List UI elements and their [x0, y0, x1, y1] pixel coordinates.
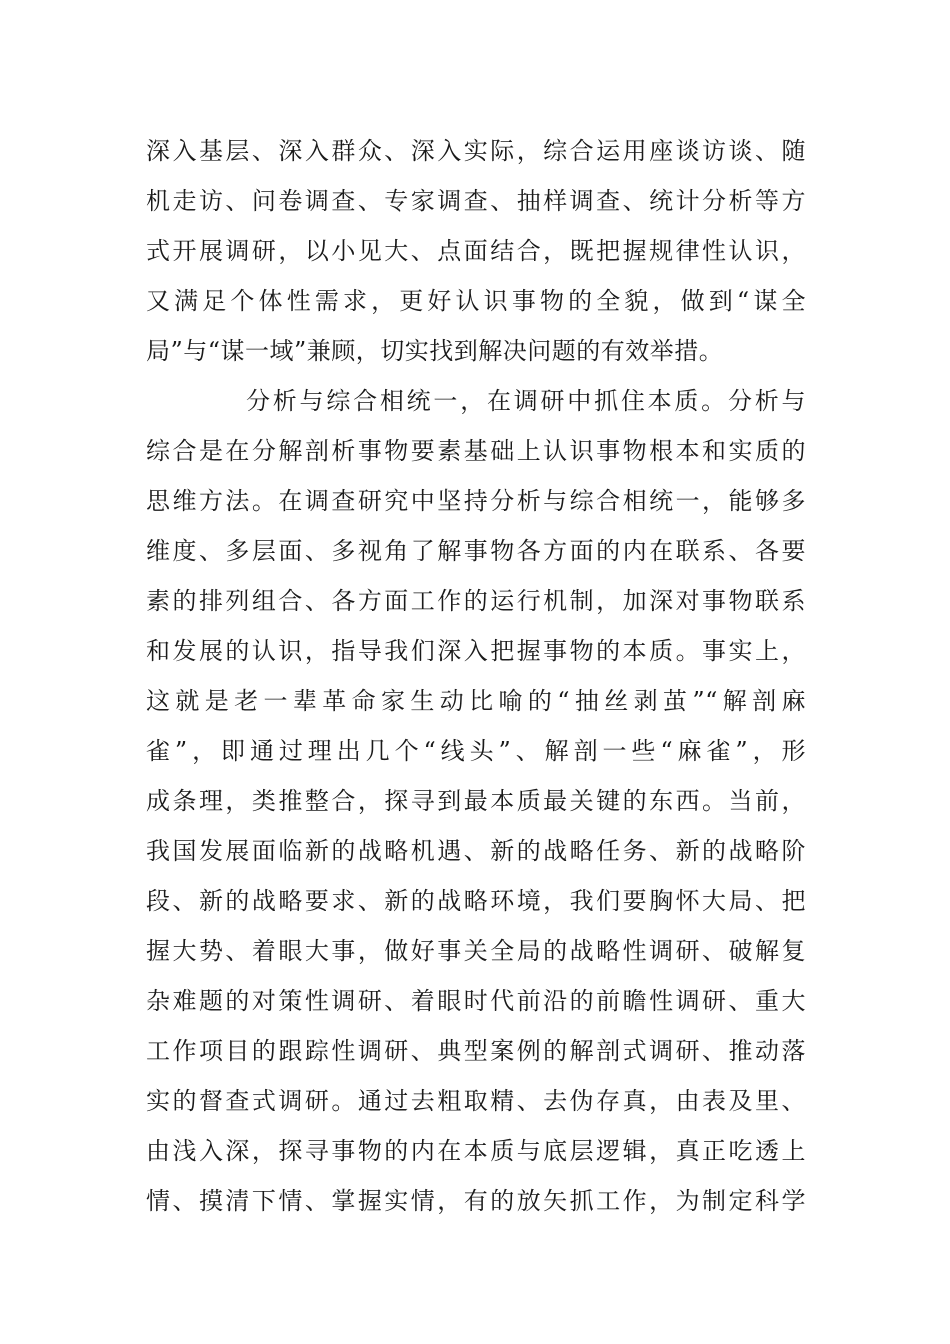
text-line: 深入基层、深入群众、深入实际，综合运用座谈访谈、随	[146, 137, 806, 165]
text-line: 这就是老一辈革命家生动比喻的“抽丝剥茧”“解剖麻	[146, 687, 806, 715]
text-line: 式开展调研，以小见大、点面结合，既把握规律性认识，	[146, 237, 806, 265]
text-line: 机走访、问卷调查、专家调查、抽样调查、统计分析等方	[146, 187, 806, 215]
text-line: 段、新的战略要求、新的战略环境，我们要胸怀大局、把	[146, 887, 806, 915]
text-line: 局”与“谋一域”兼顾，切实找到解决问题的有效举措。	[146, 337, 724, 365]
text-line: 实的督查式调研。通过去粗取精、去伪存真，由表及里、	[146, 1087, 806, 1115]
text-line: 分析与综合相统一，在调研中抓住本质。分析与	[246, 387, 806, 415]
text-line: 我国发展面临新的战略机遇、新的战略任务、新的战略阶	[146, 837, 806, 865]
text-line: 素的排列组合、各方面工作的运行机制，加深对事物联系	[146, 587, 806, 615]
text-line: 思维方法。在调查研究中坚持分析与综合相统一，能够多	[146, 487, 806, 515]
text-line: 雀”，即通过理出几个“线头”、解剖一些“麻雀”，形	[146, 737, 806, 765]
text-line: 情、摸清下情、掌握实情，有的放矢抓工作，为制定科学	[146, 1187, 806, 1215]
text-line: 成条理，类推整合，探寻到最本质最关键的东西。当前，	[146, 787, 806, 815]
text-line: 综合是在分解剖析事物要素基础上认识事物根本和实质的	[146, 437, 806, 465]
text-line: 维度、多层面、多视角了解事物各方面的内在联系、各要	[146, 537, 806, 565]
text-line: 由浅入深，探寻事物的内在本质与底层逻辑，真正吃透上	[146, 1137, 806, 1165]
paragraph-1	[146, 126, 806, 376]
paragraph-2	[146, 376, 806, 1226]
text-line: 工作项目的跟踪性调研、典型案例的解剖式调研、推动落	[146, 1037, 806, 1065]
text-line: 杂难题的对策性调研、着眼时代前沿的前瞻性调研、重大	[146, 987, 806, 1015]
text-line: 又满足个体性需求，更好认识事物的全貌，做到“谋全	[146, 287, 806, 315]
text-line: 握大势、着眼大事，做好事关全局的战略性调研、破解复	[146, 937, 806, 965]
body-text	[146, 126, 806, 1226]
text-line: 和发展的认识，指导我们深入把握事物的本质。事实上，	[146, 637, 806, 665]
